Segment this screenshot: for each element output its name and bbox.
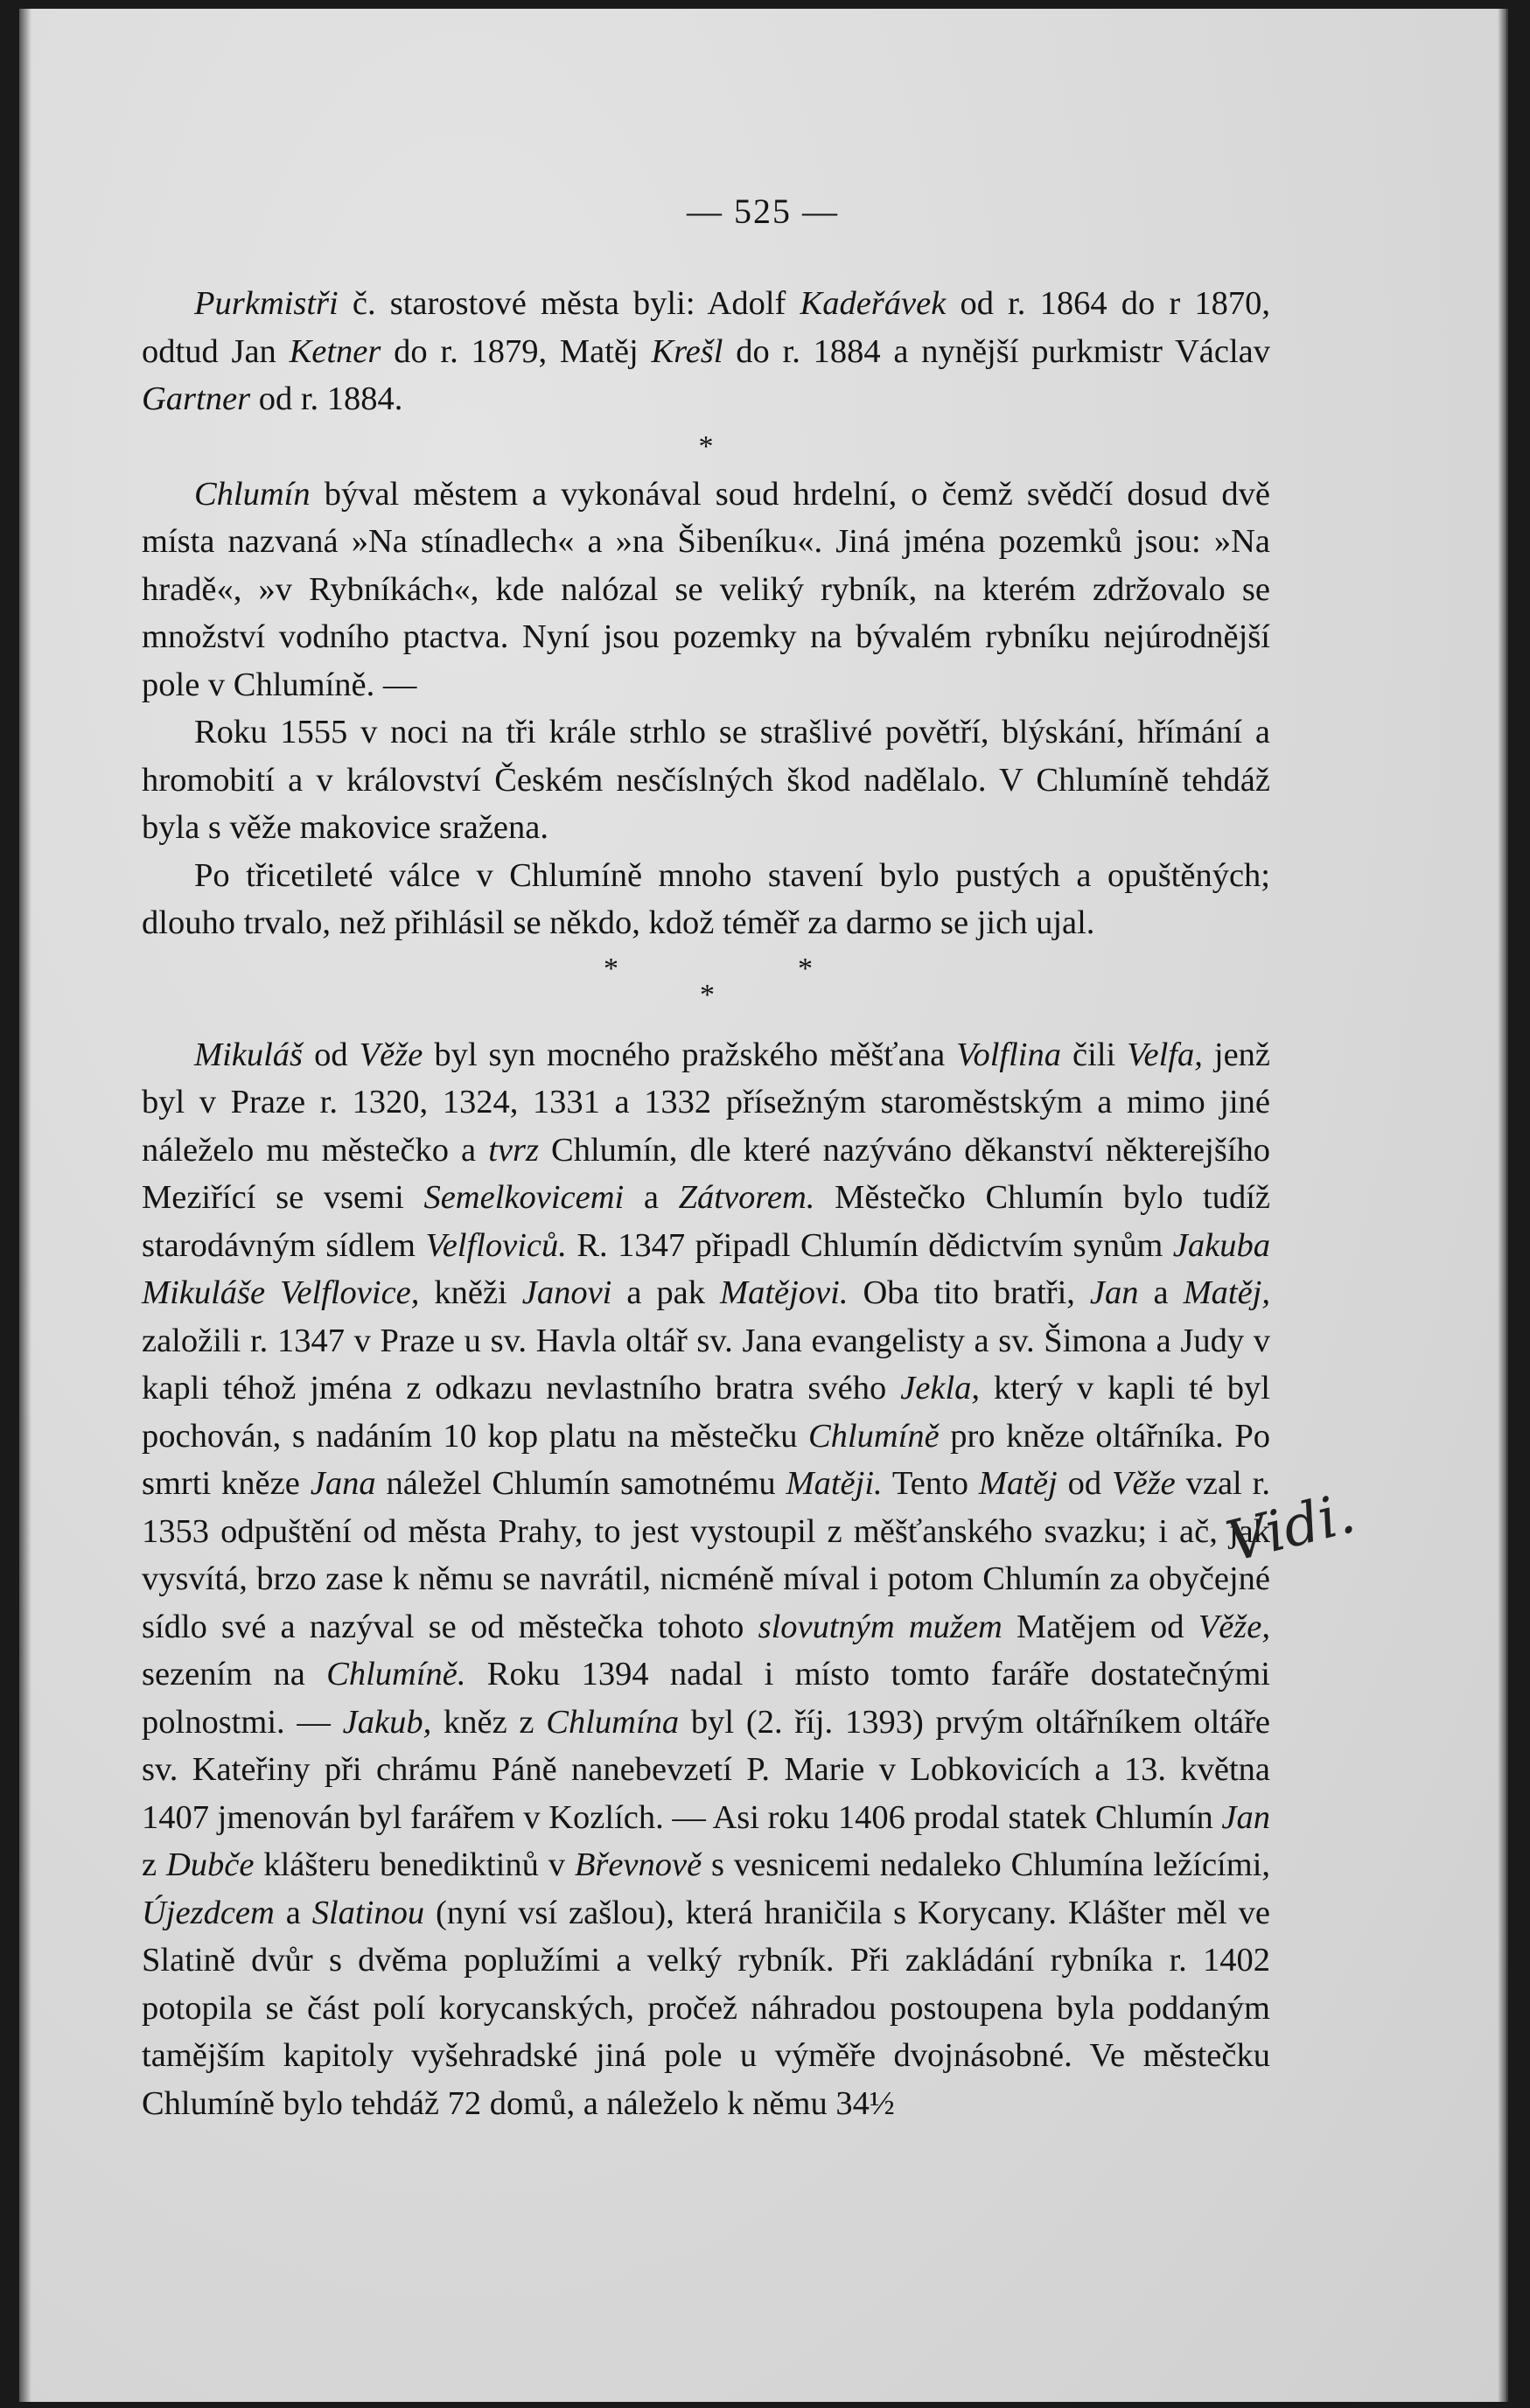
text-run: náležel Chlumín samotnému: [375, 1465, 786, 1502]
italic-name: Gartner: [142, 380, 251, 417]
text-run: do r. 1879, Matěj: [381, 332, 652, 370]
paragraph: [142, 852, 1270, 947]
text-run: jenž byl v Praze r. 1320, 1324, 1331 a 1332 přísežným staroměstským a mimo jiné náleželo mu městečko a: [142, 1036, 1271, 1169]
italic-name: Chlumína: [546, 1703, 680, 1741]
italic-name: Matěji.: [786, 1465, 883, 1502]
page-edge-shadow-left: [19, 9, 31, 2402]
italic-name: Volflina: [956, 1036, 1062, 1073]
italic-name: Chlumín: [194, 475, 311, 513]
italic-name: Slatinou: [311, 1894, 425, 1931]
text-run: Oba tito bratři,: [848, 1274, 1090, 1311]
italic-name: slovutným mužem: [758, 1608, 1003, 1645]
text-run: a: [274, 1894, 312, 1931]
text-run: byl syn mocného pražského měšťana: [423, 1036, 957, 1073]
section-purkmistri: [142, 280, 1270, 423]
asterism-triple-divider: [142, 949, 1270, 1019]
italic-name: Matěj: [978, 1465, 1058, 1502]
italic-name: Matěj,: [1183, 1274, 1270, 1311]
text-run: Roku 1394 nadal i místo tomto faráře dostatečnými polnostmi. —: [142, 1656, 1271, 1741]
asterism-divider: *: [698, 429, 714, 463]
text-run: Matějem od: [1002, 1608, 1198, 1645]
text-run: založili r. 1347 v Praze u sv. Havla oltář sv. Jana evangelisty a sv. Šimona a Judy v kapli téhož jména z odkazu nevlastního bratra svého: [142, 1322, 1270, 1406]
paragraph: [142, 280, 1270, 423]
italic-name: Jakuba Mikuláše Velflovice,: [142, 1226, 1270, 1311]
italic-name: Kadeřávek: [800, 285, 947, 322]
handwritten-margin-note: Vidi.: [1220, 1481, 1362, 1575]
text-run: od: [1057, 1465, 1113, 1502]
text-run: Tento: [882, 1465, 979, 1502]
italic-name: Matějovi.: [720, 1274, 849, 1311]
text-run: vzal r. 1353 odpuštění od města Prahy, to jest vystoupil z měšťanského svazku; i ač, jak vysvítá, brzo zase k němu se navrátil, nicméně míval i potom Chlumín za obyčejné sídlo své a nazýval se od městečka tohoto: [142, 1465, 1270, 1645]
italic-name: Chlumíně.: [326, 1656, 466, 1693]
text-run: býval městem a vykonával soud hrdelní, o čemž svědčí dosud dvě místa nazvaná »Na stínadlech« a »na Šibeníku«. Jiná jména pozemků jsou: »Na hradě«, »v Rybníkách«, kde nalózal se veliký rybník, na kterém zdržovalo se množství vodního ptactva. Nyní jsou pozemky na bývalém rybníku nejúrodnější pole v Chlumíně. —: [142, 475, 1270, 703]
italic-name: Břevnově: [574, 1846, 702, 1883]
italic-name: Věže: [1112, 1465, 1176, 1502]
section-mikulas: [142, 1031, 1270, 2128]
text-run: kněži: [419, 1274, 522, 1311]
text-run: od r. 1884.: [250, 380, 403, 417]
italic-name: Zátvorem.: [678, 1179, 815, 1216]
asterism-star: *: [798, 952, 813, 985]
text-run: byl (2. říj. 1393) prvým oltářníkem oltáře sv. Kateřiny při chrámu Páně nanebevzetí P. Marie v Lobkovicích a 13. května 1407 jmenován byl farářem v Kozlích. — Asi roku 1406 prodal statek Chlumín: [142, 1703, 1270, 1836]
italic-name: Chlumíně: [807, 1417, 940, 1455]
italic-name: Jan: [1221, 1798, 1270, 1836]
text-run: který v kapli té byl pochován, s nadáním 10 kop platu na městečku: [142, 1370, 1270, 1455]
page-number: — 525 —: [687, 192, 839, 231]
section-chlumin: [142, 471, 1270, 947]
text-run: od r. 1864 do r 1870, odtud Jan: [142, 285, 1270, 370]
text-run: sezením na: [142, 1656, 327, 1693]
text-run: Městečko Chlumín bylo tudíž starodávným sídlem: [142, 1179, 1270, 1264]
italic-name: Semelkovicemi: [423, 1179, 625, 1216]
text-run: kněz z: [431, 1703, 547, 1741]
text-run: klášteru benediktinů v: [254, 1846, 575, 1883]
paragraph: [142, 1031, 1270, 2128]
italic-name: Újezdcem: [142, 1894, 275, 1931]
italic-name: Dubče: [165, 1846, 255, 1883]
italic-name: Věže,: [1198, 1608, 1270, 1645]
asterism-star: *: [604, 952, 618, 985]
text-run: do r. 1884 a nynější purkmistr Václav: [723, 332, 1270, 370]
text-run: čili: [1061, 1036, 1128, 1073]
text-run: a: [624, 1179, 679, 1216]
page-edge-shadow-right: [1498, 9, 1508, 2402]
italic-name: Mikuláš: [194, 1036, 304, 1073]
book-page: [19, 9, 1506, 2402]
text-run: od: [303, 1036, 360, 1073]
italic-name: Krešl: [651, 332, 723, 370]
italic-name: Jana: [310, 1465, 376, 1502]
text-run: a: [1138, 1274, 1184, 1311]
italic-name: Jan: [1089, 1274, 1139, 1311]
italic-name: tvrz: [488, 1131, 539, 1169]
italic-name: Jakub,: [342, 1703, 432, 1741]
text-column: [142, 280, 1270, 2127]
italic-name: Velfa,: [1127, 1036, 1203, 1073]
italic-name: Purkmistři: [194, 285, 339, 322]
paragraph: [142, 708, 1270, 852]
text-run: pro kněze oltářníka. Po smrti kněze: [142, 1417, 1270, 1502]
italic-name: Jekla,: [900, 1370, 981, 1406]
italic-name: Janovi: [521, 1274, 612, 1311]
asterism-star: *: [700, 978, 715, 1011]
text-run: Roku 1555 v noci na tři krále strhlo se strašlivé povětří, blýskání, hřímání a hromobití a v království Českém nesčíslných škod nadělalo. V Chlumíně tehdáž byla s věže makovice sražena.: [142, 714, 1270, 846]
text-run: č. starostové města byli: Adolf: [338, 285, 800, 322]
text-run: s vesnicemi nedaleko Chlumína ležícími,: [702, 1846, 1271, 1883]
text-run: (nyní vsí zašlou), která hraničila s Korycany. Klášter měl ve Slatině dvůr s dvěma poplužími a velký rybník. Při zakládání rybníka r. 1402 potopila se část polí korycanských, pročež náhradou postoupena byla poddaným tamějším kapitoly vyšehradské jiná pole u výměře dvojnásobné. Ve městečku Chlumíně bylo tehdáž 72 domů, a náleželo k němu 34½: [142, 1894, 1270, 2122]
text-run: Po třicetileté válce v Chlumíně mnoho stavení bylo pustých a opuštěných; dlouho trvalo, než přihlásil se někdo, kdož téměř za darmo se jich ujal.: [142, 856, 1270, 941]
text-run: a pak: [611, 1274, 720, 1311]
paragraph: [142, 471, 1270, 709]
italic-name: Velfloviců.: [425, 1226, 567, 1264]
text-run: Chlumín, dle které nazýváno děkanství některejšího Meziřící se vsemi: [142, 1131, 1270, 1216]
italic-name: Věže: [359, 1036, 423, 1073]
text-run: R. 1347 připadl Chlumín dědictvím synům: [566, 1226, 1173, 1264]
italic-name: Ketner: [289, 332, 381, 370]
text-run: z: [142, 1846, 166, 1883]
